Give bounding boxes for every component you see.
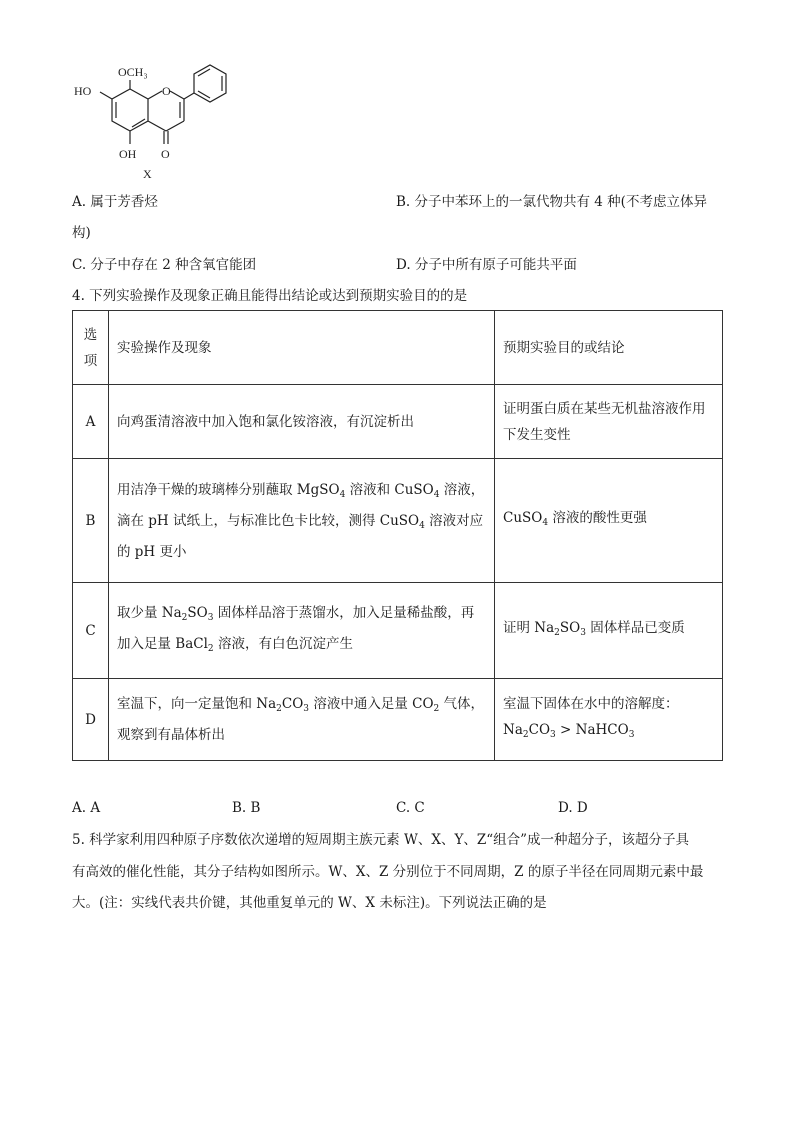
q5-stem-line-1: 5. 科学家利用四种原子序数依次递增的短周期主族元素 W、X、Y、Z“组合”成一种超分子，该超分子具 (72, 832, 690, 848)
compound-label: X (143, 167, 152, 181)
row-label: C (73, 583, 109, 679)
q5-stem-line-3: 大。(注：实线代表共价键，其他重复单元的 W、X 未标注)。下列说法正确的是 (72, 895, 547, 911)
row-conclusion: 证明蛋白质在某些无机盐溶液作用下发生变性 (495, 385, 723, 459)
table-row (73, 459, 723, 583)
q3-option-a: A. 属于芳香烃 (72, 194, 158, 210)
row-label: B (73, 459, 109, 583)
row-operation: 用洁净干燥的玻璃棒分别蘸取 MgSO$_4$ 溶液和 CuSO$_4$ 溶液，滴在 pH 试纸上，与标准比色卡比较，测得 CuSO$_4$ 溶液对应的 pH 更小 (109, 459, 495, 583)
row-label: A (73, 385, 109, 459)
compound-x-structure (66, 62, 236, 182)
row-label: D (73, 679, 109, 761)
row-operation: 取少量 $Na_2SO_3$ 固体样品溶于蒸馏水，加入足量稀盐酸，再加入足量 BaCl$_2$ 溶液，有白色沉淀产生 (109, 583, 495, 679)
table-row (73, 385, 723, 459)
row-conclusion: CuSO$_4$ 溶液的酸性更强 (495, 459, 723, 583)
header-operation: 实验操作及现象 (109, 311, 495, 385)
ho-left-label: HO (74, 84, 92, 98)
q3-option-b-continued: 构) (72, 225, 91, 241)
table-header-row (73, 311, 723, 385)
ketone-oxygen-label: O (161, 147, 170, 161)
q4-option-b: B. B (232, 800, 261, 816)
header-option: 选项 (73, 311, 109, 385)
experiment-table (72, 310, 723, 761)
row-operation: 室温下，向一定量饱和 $Na_2CO_3$ 溶液中通入足量 $CO_2$ 气体，观察到有晶体析出 (109, 679, 495, 761)
table-row (73, 679, 723, 761)
q5-stem-line-2: 有高效的催化性能，其分子结构如图所示。W、X、Z 分别位于不同周期，Z 的原子半径在同周期元素中最 (72, 864, 704, 880)
row-operation: 向鸡蛋清溶液中加入饱和氯化铵溶液，有沉淀析出 (109, 385, 495, 459)
q4-stem: 4. 下列实验操作及现象正确且能得出结论或达到预期实验目的的是 (72, 288, 468, 304)
q3-option-d: D. 分子中所有原子可能共平面 (396, 257, 577, 273)
q4-option-a: A. A (72, 800, 101, 816)
oh-bottom-label: OH (119, 147, 137, 161)
ring-oxygen-label: O (162, 84, 171, 98)
header-conclusion: 预期实验目的或结论 (495, 311, 723, 385)
q3-option-b: B. 分子中苯环上的一氯代物共有 4 种(不考虑立体异 (396, 194, 707, 210)
row-conclusion: 室温下固体在水中的溶解度： $Na_2CO_3$ > NaHCO$_3$ (495, 679, 723, 761)
ome-label: OCH₃ (118, 65, 148, 79)
q3-option-c: C. 分子中存在 2 种含氧官能团 (72, 257, 257, 273)
row-conclusion: 证明 $Na_2SO_3$ 固体样品已变质 (495, 583, 723, 679)
table-row (73, 583, 723, 679)
q4-option-d: D. D (558, 800, 588, 816)
q4-option-c: C. C (396, 800, 425, 816)
